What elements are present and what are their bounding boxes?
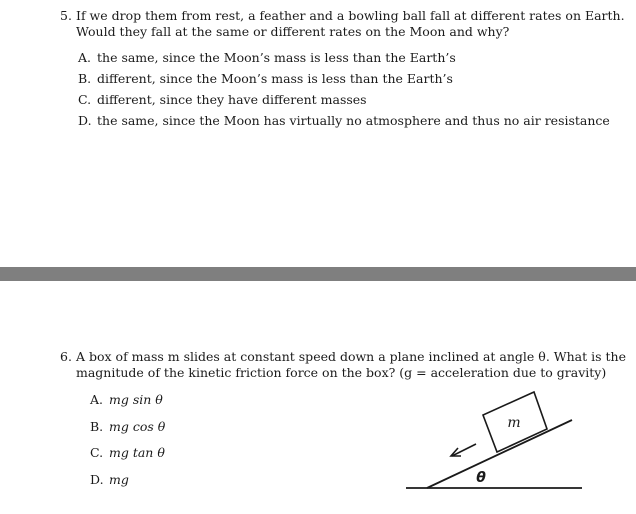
q6-option-a-letter: A. xyxy=(90,392,104,407)
q6-option-d-text: mg xyxy=(109,472,129,487)
q6-option-c xyxy=(90,445,165,460)
q6-option-b xyxy=(90,419,165,434)
q5-option-b xyxy=(78,71,453,86)
question-5-stem-line2: Would they fall at the same or different rates on the Moon and why? xyxy=(76,24,510,39)
mass-label: m xyxy=(507,415,521,431)
q6-option-d xyxy=(90,472,129,487)
question-5-stem-line1: If we drop them from rest, a feather and a bowling ball fall at different rates on Earth. xyxy=(76,8,625,23)
q5-option-b-letter: B. xyxy=(78,71,92,86)
incline-figure xyxy=(400,385,590,495)
q5-option-c-text: different, since they have different masses xyxy=(97,92,367,107)
q5-option-b-text: different, since the Moon’s mass is less than the Earth’s xyxy=(97,71,453,86)
q5-option-d-letter: D. xyxy=(78,113,92,128)
angle-label: θ xyxy=(476,470,486,486)
q6-option-c-text: mg tan θ xyxy=(109,445,165,460)
q6-option-d-letter: D. xyxy=(90,472,104,487)
q5-option-c-letter: C. xyxy=(78,92,92,107)
question-6-number: 6. xyxy=(60,349,72,364)
q6-option-b-letter: B. xyxy=(90,419,104,434)
question-5-number: 5. xyxy=(60,8,72,23)
q5-option-d-text: the same, since the Moon has virtually no atmosphere and thus no air resistance xyxy=(97,113,610,128)
q5-option-a-letter: A. xyxy=(78,50,92,65)
q6-option-a-text: mg sin θ xyxy=(109,392,163,407)
q5-option-c xyxy=(78,92,367,107)
q5-option-a-text: the same, since the Moon’s mass is less than the Earth’s xyxy=(97,50,456,65)
q6-option-b-text: mg cos θ xyxy=(109,419,166,434)
q6-option-c-letter: C. xyxy=(90,445,104,460)
q5-option-d xyxy=(78,113,610,128)
question-6-stem-line1: A box of mass m slides at constant speed down a plane inclined at angle θ. What is the xyxy=(76,349,626,364)
motion-arrow-icon xyxy=(451,444,476,456)
q6-option-a xyxy=(90,392,163,407)
question-6-stem-line2: magnitude of the kinetic friction force on the box? (g = acceleration due to gravity) xyxy=(76,365,607,380)
q5-option-a xyxy=(78,50,456,65)
section-divider xyxy=(0,267,636,281)
